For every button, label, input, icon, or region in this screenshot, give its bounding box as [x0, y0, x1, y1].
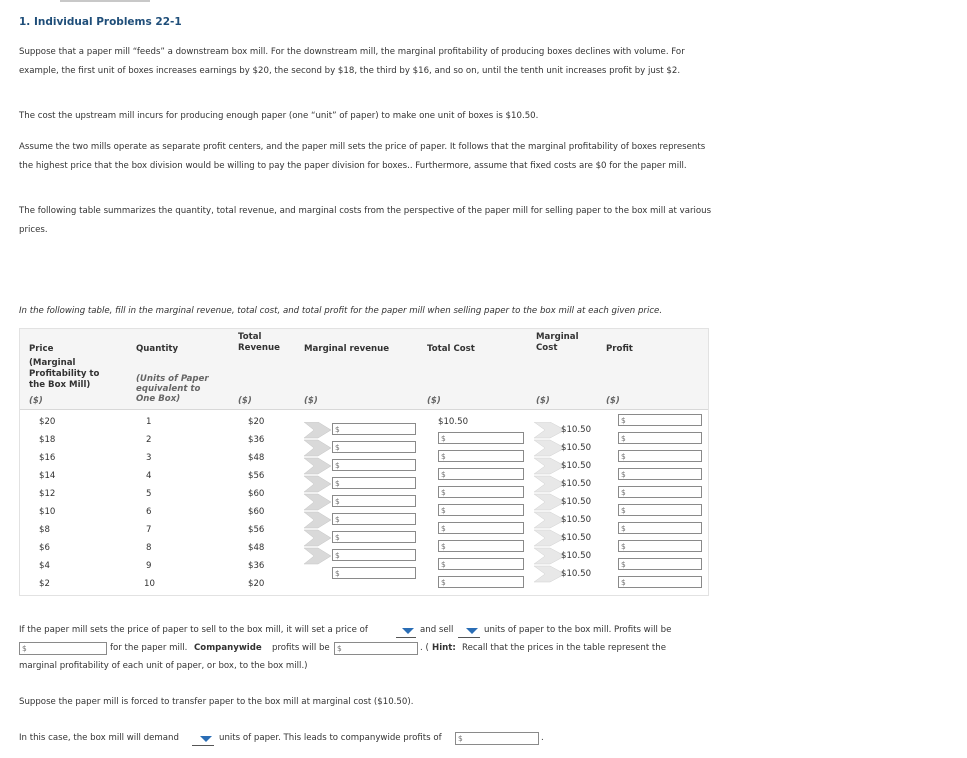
quantity-cell: 4: [146, 471, 152, 481]
header-marginal-cost: Marginal Cost: [536, 332, 579, 353]
price-cell: $8: [39, 525, 50, 535]
quantity-cell: 5: [146, 489, 152, 499]
marginal-revenue-input[interactable]: [332, 549, 416, 561]
price-cell: $12: [39, 489, 56, 499]
profit-input[interactable]: [618, 450, 702, 462]
units-marginal-revenue: ($): [304, 396, 318, 406]
price-cell: $20: [39, 417, 56, 427]
arrow-icon: [304, 476, 331, 492]
header-price: Price: [29, 344, 54, 354]
units-total-cost: ($): [427, 396, 441, 406]
marginal-cost-cell: $10.50: [561, 533, 592, 543]
marginal-cost-cell: $10.50: [561, 479, 592, 489]
top-divider: [60, 0, 150, 2]
price-cell: $2: [39, 579, 50, 589]
quantity-dropdown[interactable]: [458, 625, 480, 638]
total-cost-input[interactable]: [438, 432, 524, 444]
total-revenue-cell: $56: [248, 525, 265, 535]
arrow-icon: [304, 458, 331, 474]
dropdown-arrow-icon: [200, 736, 212, 742]
header-total-revenue: Total Revenue: [238, 332, 280, 353]
total-cost-input[interactable]: [438, 576, 524, 588]
total-revenue-cell: $56: [248, 471, 265, 481]
profit-input[interactable]: [618, 576, 702, 588]
profit-input[interactable]: [618, 432, 702, 444]
table-header: [20, 329, 708, 410]
q2-text: Suppose the paper mill is forced to transfer paper to the box mill at marginal cost ($10.50).: [19, 697, 414, 707]
total-revenue-cell: $48: [248, 453, 265, 463]
units-total-revenue: ($): [238, 396, 252, 406]
q1-text-2: and sell: [420, 625, 454, 635]
price-cell: $18: [39, 435, 56, 445]
marginal-cost-cell: $10.50: [561, 497, 592, 507]
q3-text-2: units of paper. This leads to companywide profits of: [219, 733, 442, 743]
header-quantity: Quantity: [136, 344, 179, 354]
companywide-profit-input[interactable]: [334, 642, 418, 655]
total-revenue-cell: $60: [248, 489, 265, 499]
price-dropdown[interactable]: [396, 625, 416, 638]
total-revenue-cell: $36: [248, 561, 265, 571]
q1-text-3: units of paper to the box mill. Profits will be: [484, 625, 672, 635]
units-quantity: (Units of Paper equivalent to One Box): [136, 374, 209, 404]
arrow-icon: [304, 494, 331, 510]
header-profit: Profit: [606, 344, 633, 354]
price-cell: $6: [39, 543, 50, 553]
q1-text-6: profits will be: [272, 643, 330, 653]
total-cost-input[interactable]: [438, 486, 524, 498]
q1-text-9: Recall that the prices in the table represent the: [462, 643, 667, 653]
problem-title: 1. Individual Problems 22-1: [19, 16, 182, 28]
price-cell: $4: [39, 561, 50, 571]
marginal-revenue-input[interactable]: [332, 513, 416, 525]
units-price: ($): [29, 396, 43, 406]
marginal-revenue-input[interactable]: [332, 477, 416, 489]
total-revenue-cell: $20: [248, 417, 265, 427]
q3-text-1: In this case, the box mill will demand: [19, 733, 179, 743]
total-cost-input[interactable]: [438, 468, 524, 480]
price-cell: $14: [39, 471, 56, 481]
q1-text-4: for the paper mill.: [110, 643, 188, 653]
total-cost-input[interactable]: [438, 504, 524, 516]
marginal-revenue-input[interactable]: [332, 459, 416, 471]
total-revenue-cell: $20: [248, 579, 265, 589]
table-instruction: In the following table, fill in the marginal revenue, total cost, and total profit for the paper mill when selling paper to the box mill at each given price.: [19, 306, 663, 316]
profit-input[interactable]: [618, 540, 702, 552]
marginal-cost-cell: $10.50: [561, 461, 592, 471]
q1-text-8: Hint:: [432, 643, 456, 653]
q1-text-5: Companywide: [194, 643, 262, 653]
quantity-cell: 7: [146, 525, 152, 535]
arrow-icon: [304, 512, 331, 528]
marginal-revenue-input[interactable]: [332, 531, 416, 543]
arrow-icon: [304, 548, 331, 564]
header-total-cost: Total Cost: [427, 344, 475, 354]
marginal-cost-cell: $10.50: [561, 515, 592, 525]
profit-input[interactable]: [618, 486, 702, 498]
demand-dropdown[interactable]: [192, 733, 214, 746]
marginal-cost-cell: $10.50: [561, 425, 592, 435]
total-cost-input[interactable]: [438, 522, 524, 534]
profit-input[interactable]: [618, 468, 702, 480]
paper-mill-profit-input[interactable]: [19, 642, 107, 655]
quantity-cell: 8: [146, 543, 152, 553]
assumption-paragraph: Assume the two mills operate as separate profit centers, and the paper mill sets the price of paper. It follows that the marginal profitability of boxes represents the highest price that the box division would be willing to pay the paper division for boxes.. Furthermore, assume that fixed costs are $0 for the paper mill.: [19, 142, 706, 171]
price-cell: $16: [39, 453, 56, 463]
quantity-cell: 9: [146, 561, 152, 571]
marginal-cost-cell: $10.50: [561, 569, 592, 579]
q1-text-7: . (: [420, 643, 429, 653]
q1-text-1: If the paper mill sets the price of paper to sell to the box mill, it will set a price of: [19, 625, 368, 635]
marginal-revenue-input[interactable]: [332, 495, 416, 507]
arrow-icon: [304, 530, 331, 546]
units-profit: ($): [606, 396, 620, 406]
marginal-cost-cell: $10.50: [561, 551, 592, 561]
total-cost-input[interactable]: [438, 450, 524, 462]
total-revenue-cell: $36: [248, 435, 265, 445]
marginal-revenue-arrow-icons: [304, 422, 332, 572]
profit-input[interactable]: [618, 522, 702, 534]
quantity-cell: 3: [146, 453, 152, 463]
total-cost-input[interactable]: [438, 558, 524, 570]
arrow-icon: [304, 440, 331, 456]
header-marginal-revenue: Marginal revenue: [304, 344, 390, 354]
marginal-revenue-input[interactable]: [332, 423, 416, 435]
profit-input[interactable]: [618, 504, 702, 516]
table-summary-paragraph: The following table summarizes the quantity, total revenue, and marginal costs from the perspective of the paper mill for selling paper to the box mill at various prices.: [19, 206, 712, 235]
marginal-revenue-input[interactable]: [332, 567, 416, 579]
profit-input[interactable]: [618, 558, 702, 570]
total-cost-input[interactable]: [438, 540, 524, 552]
dropdown-arrow-icon: [466, 628, 478, 634]
profit-table: [19, 328, 709, 596]
marginal-revenue-input[interactable]: [332, 441, 416, 453]
total-cost-cell: $10.50: [438, 417, 469, 427]
quantity-cell: 1: [146, 417, 152, 427]
dropdown-arrow-icon: [402, 628, 414, 634]
total-revenue-cell: $48: [248, 543, 265, 553]
header-price-sub: (Marginal Profitability to the Box Mill): [29, 358, 100, 390]
q1-text-10: marginal profitability of each unit of paper, or box, to the box mill.): [19, 661, 308, 671]
cost-paragraph: The cost the upstream mill incurs for producing enough paper (one “unit” of paper) to make one unit of boxes is $10.50.: [19, 111, 539, 121]
units-marginal-cost: ($): [536, 396, 550, 406]
marginal-cost-cell: $10.50: [561, 443, 592, 453]
companywide-profit-mc-input[interactable]: [455, 732, 539, 745]
total-revenue-cell: $60: [248, 507, 265, 517]
arrow-icon: [304, 422, 331, 438]
quantity-cell: 2: [146, 435, 152, 445]
intro-paragraph: Suppose that a paper mill “feeds” a downstream box mill. For the downstream mill, the marginal profitability of producing boxes declines with volume. For example, the first unit of boxes increases earnings by $20, the second by $18, the third by $16, and so on, until the tenth unit increases profit by just $2.: [19, 47, 685, 76]
q3-text-3: .: [541, 733, 544, 743]
profit-input[interactable]: [618, 414, 702, 426]
quantity-cell: 10: [144, 579, 155, 589]
price-cell: $10: [39, 507, 56, 517]
quantity-cell: 6: [146, 507, 152, 517]
